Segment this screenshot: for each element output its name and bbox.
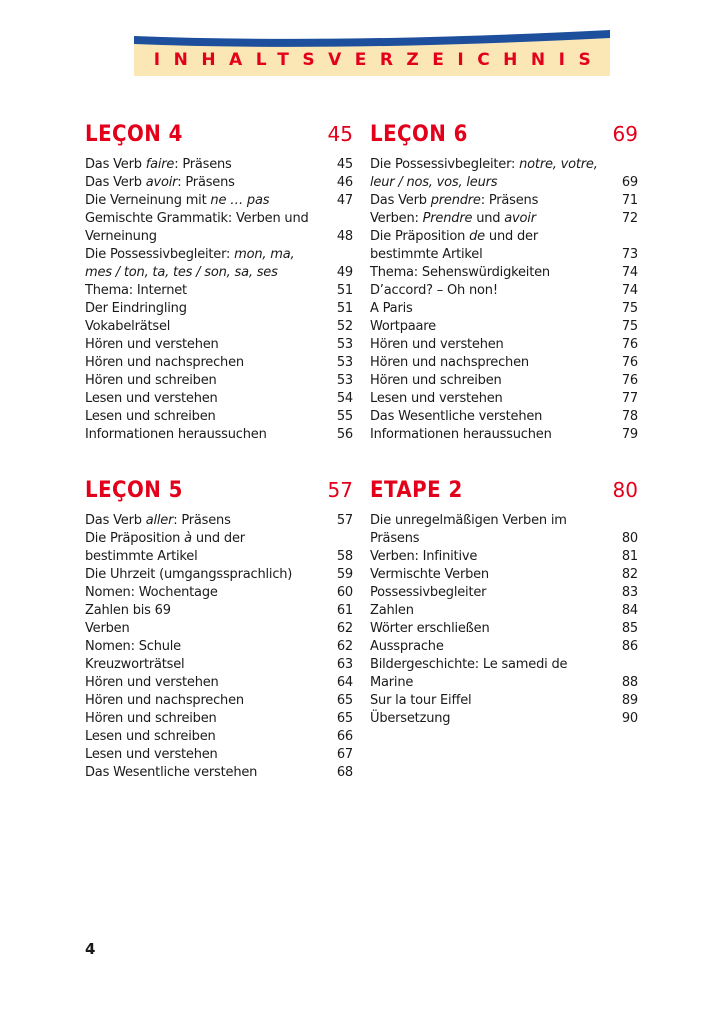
entry-page-number: 61 xyxy=(336,603,353,618)
entry-page-number: 45 xyxy=(336,157,353,172)
toc-entry xyxy=(370,210,638,228)
entry-title: Das Wesentliche verstehen xyxy=(85,765,258,780)
entry-page-number: 73 xyxy=(621,247,638,262)
toc-entry xyxy=(85,674,353,692)
entry-page-number: 80 xyxy=(621,531,638,546)
entry-title: Übersetzung xyxy=(370,711,451,726)
toc-entry xyxy=(85,692,353,710)
entry-page-number: 82 xyxy=(621,567,638,582)
toc-section-lecon-5 xyxy=(85,478,353,782)
toc-entry xyxy=(370,656,638,692)
entry-title: Wortpaare xyxy=(370,319,436,334)
entry-page-number: 85 xyxy=(621,621,638,636)
entry-page-number: 90 xyxy=(621,711,638,726)
entry-title: Verben: Prendre und avoir xyxy=(370,211,536,226)
entry-list xyxy=(85,156,353,444)
toc-entry xyxy=(370,548,638,566)
toc-entry xyxy=(85,728,353,746)
entry-title: Die Uhrzeit (umgangssprachlich) xyxy=(85,567,293,582)
toc-entry xyxy=(370,228,638,264)
entry-title: Gemischte Grammatik: Verben und Verneinung xyxy=(85,211,309,244)
entry-page-number: 52 xyxy=(336,319,353,334)
toc-section-lecon-6 xyxy=(370,122,638,444)
entry-page-number: 53 xyxy=(336,355,353,370)
entry-title: Nomen: Wochentage xyxy=(85,585,218,600)
entry-title: Hören und verstehen xyxy=(85,337,219,352)
entry-title: Verben xyxy=(85,621,130,636)
toc-entry xyxy=(370,282,638,300)
toc-entry xyxy=(85,336,353,354)
entry-page-number: 60 xyxy=(336,585,353,600)
entry-page-number: 46 xyxy=(336,175,353,190)
toc-entry xyxy=(85,282,353,300)
toc-entry xyxy=(370,336,638,354)
entry-page-number: 62 xyxy=(336,639,353,654)
entry-title: Das Verb prendre: Präsens xyxy=(370,193,539,208)
entry-title: Die Präposition de und der bestimmte Artikel xyxy=(370,229,538,262)
entry-title: Hören und verstehen xyxy=(370,337,504,352)
entry-page-number: 81 xyxy=(621,549,638,564)
toc-entry xyxy=(370,566,638,584)
entry-title: Informationen heraussuchen xyxy=(85,427,267,442)
toc-entry xyxy=(85,710,353,728)
toc-entry xyxy=(85,174,353,192)
page-title: INHALTSVERZEICHNIS xyxy=(153,50,605,70)
entry-page-number: 74 xyxy=(621,283,638,298)
entry-title: Vermischte Verben xyxy=(370,567,489,582)
toc-entry xyxy=(85,584,353,602)
toc-entry xyxy=(370,584,638,602)
toc-section-lecon-4 xyxy=(85,122,353,444)
entry-page-number: 48 xyxy=(336,229,353,244)
entry-title: Sur la tour Eiffel xyxy=(370,693,472,708)
toc-entry xyxy=(85,426,353,444)
entry-page-number: 47 xyxy=(336,193,353,208)
section-page: 80 xyxy=(612,478,638,502)
entry-page-number: 76 xyxy=(621,373,638,388)
toc-entry xyxy=(85,390,353,408)
toc-entry xyxy=(85,354,353,372)
toc-entry xyxy=(370,408,638,426)
entry-list xyxy=(85,512,353,782)
entry-page-number: 88 xyxy=(621,675,638,690)
entry-title: Das Verb aller: Präsens xyxy=(85,513,231,528)
toc-entry xyxy=(85,602,353,620)
entry-page-number: 68 xyxy=(336,765,353,780)
entry-page-number: 76 xyxy=(621,337,638,352)
toc-entry xyxy=(370,156,638,192)
entry-page-number: 56 xyxy=(336,427,353,442)
section-title: LEÇON 4 xyxy=(85,122,183,147)
entry-title: Hören und nachsprechen xyxy=(370,355,529,370)
toc-entry xyxy=(85,246,353,282)
section-page: 57 xyxy=(327,478,353,502)
entry-page-number: 79 xyxy=(621,427,638,442)
entry-title: Das Wesentliche verstehen xyxy=(370,409,543,424)
entry-title: Die Possessivbegleiter: notre, votre, leur / nos, vos, leurs xyxy=(370,157,598,190)
toc-entry xyxy=(370,426,638,444)
entry-title: Das Verb faire: Präsens xyxy=(85,157,232,172)
entry-page-number: 74 xyxy=(621,265,638,280)
entry-title: D’accord? – Oh non! xyxy=(370,283,498,298)
entry-page-number: 51 xyxy=(336,301,353,316)
toc-entry xyxy=(370,300,638,318)
entry-page-number: 69 xyxy=(621,175,638,190)
entry-title: Die Präposition à und der bestimmte Artikel xyxy=(85,531,245,564)
entry-title: Lesen und schreiben xyxy=(85,729,216,744)
toc-entry xyxy=(85,656,353,674)
entry-title: Die Verneinung mit ne … pas xyxy=(85,193,270,208)
entry-page-number: 75 xyxy=(621,301,638,316)
page-number: 4 xyxy=(85,940,96,958)
toc-entry xyxy=(370,318,638,336)
entry-title: Wörter erschließen xyxy=(370,621,490,636)
entry-title: Lesen und schreiben xyxy=(85,409,216,424)
entry-title: A Paris xyxy=(370,301,413,316)
toc-entry xyxy=(85,566,353,584)
entry-title: Hören und verstehen xyxy=(85,675,219,690)
toc-entry xyxy=(85,210,353,246)
toc-entry xyxy=(85,408,353,426)
toc-entry xyxy=(85,192,353,210)
entry-title: Aussprache xyxy=(370,639,444,654)
entry-title: Das Verb avoir: Präsens xyxy=(85,175,235,190)
toc-entry xyxy=(85,620,353,638)
toc-entry xyxy=(370,372,638,390)
section-page: 45 xyxy=(327,122,353,146)
entry-title: Possessivbegleiter xyxy=(370,585,487,600)
entry-page-number: 49 xyxy=(336,265,353,280)
entry-title: Verben: Infinitive xyxy=(370,549,478,564)
entry-page-number: 75 xyxy=(621,319,638,334)
entry-page-number: 66 xyxy=(336,729,353,744)
entry-page-number: 53 xyxy=(336,337,353,352)
toc-entry xyxy=(370,620,638,638)
entry-title: Hören und schreiben xyxy=(370,373,502,388)
toc-entry xyxy=(370,192,638,210)
entry-title: Informationen heraussuchen xyxy=(370,427,552,442)
entry-page-number: 78 xyxy=(621,409,638,424)
entry-page-number: 83 xyxy=(621,585,638,600)
entry-page-number: 76 xyxy=(621,355,638,370)
entry-page-number: 55 xyxy=(336,409,353,424)
entry-page-number: 59 xyxy=(336,567,353,582)
toc-section-etape-2 xyxy=(370,478,638,728)
entry-list xyxy=(370,156,638,444)
toc-entry xyxy=(370,638,638,656)
toc-entry xyxy=(370,692,638,710)
entry-title: Thema: Internet xyxy=(85,283,187,298)
toc-entry xyxy=(85,372,353,390)
entry-title: Nomen: Schule xyxy=(85,639,181,654)
toc-entry xyxy=(85,156,353,174)
toc-entry xyxy=(85,512,353,530)
entry-page-number: 89 xyxy=(621,693,638,708)
entry-title: Lesen und verstehen xyxy=(85,747,218,762)
toc-entry xyxy=(370,354,638,372)
entry-title: Bildergeschichte: Le samedi de Marine xyxy=(370,657,568,690)
toc-entry xyxy=(370,512,638,548)
toc-entry xyxy=(85,300,353,318)
entry-title: Kreuzworträtsel xyxy=(85,657,185,672)
entry-page-number: 65 xyxy=(336,711,353,726)
entry-page-number: 71 xyxy=(621,193,638,208)
section-title: LEÇON 6 xyxy=(370,122,468,147)
header-banner xyxy=(134,30,610,76)
entry-title: Die Possessivbegleiter: mon, ma, mes / ton, ta, tes / son, sa, ses xyxy=(85,247,295,280)
entry-page-number: 53 xyxy=(336,373,353,388)
toc-entry xyxy=(370,710,638,728)
entry-title: Lesen und verstehen xyxy=(85,391,218,406)
entry-title: Zahlen xyxy=(370,603,414,618)
entry-title: Zahlen bis 69 xyxy=(85,603,171,618)
entry-page-number: 63 xyxy=(336,657,353,672)
entry-title: Thema: Sehenswürdigkeiten xyxy=(370,265,550,280)
section-title: ETAPE 2 xyxy=(370,478,463,503)
toc-entry xyxy=(370,264,638,282)
entry-page-number: 67 xyxy=(336,747,353,762)
toc-entry xyxy=(85,318,353,336)
entry-title: Lesen und verstehen xyxy=(370,391,503,406)
entry-page-number: 65 xyxy=(336,693,353,708)
section-page: 69 xyxy=(612,122,638,146)
entry-title: Vokabelrätsel xyxy=(85,319,171,334)
entry-title: Der Eindringling xyxy=(85,301,187,316)
entry-title: Hören und nachsprechen xyxy=(85,693,244,708)
toc-entry xyxy=(85,764,353,782)
entry-title: Hören und schreiben xyxy=(85,711,217,726)
entry-list xyxy=(370,512,638,728)
toc-entry xyxy=(85,746,353,764)
entry-page-number: 58 xyxy=(336,549,353,564)
entry-title: Die unregelmäßigen Verben im Präsens xyxy=(370,513,567,546)
toc-entry xyxy=(370,390,638,408)
entry-page-number: 86 xyxy=(621,639,638,654)
entry-title: Hören und nachsprechen xyxy=(85,355,244,370)
toc-entry xyxy=(370,602,638,620)
toc-entry xyxy=(85,638,353,656)
entry-page-number: 84 xyxy=(621,603,638,618)
entry-page-number: 62 xyxy=(336,621,353,636)
entry-page-number: 72 xyxy=(621,211,638,226)
entry-page-number: 51 xyxy=(336,283,353,298)
entry-page-number: 54 xyxy=(336,391,353,406)
section-title: LEÇON 5 xyxy=(85,478,183,503)
entry-page-number: 64 xyxy=(336,675,353,690)
entry-page-number: 57 xyxy=(336,513,353,528)
entry-title: Hören und schreiben xyxy=(85,373,217,388)
entry-page-number: 77 xyxy=(621,391,638,406)
toc-entry xyxy=(85,530,353,566)
